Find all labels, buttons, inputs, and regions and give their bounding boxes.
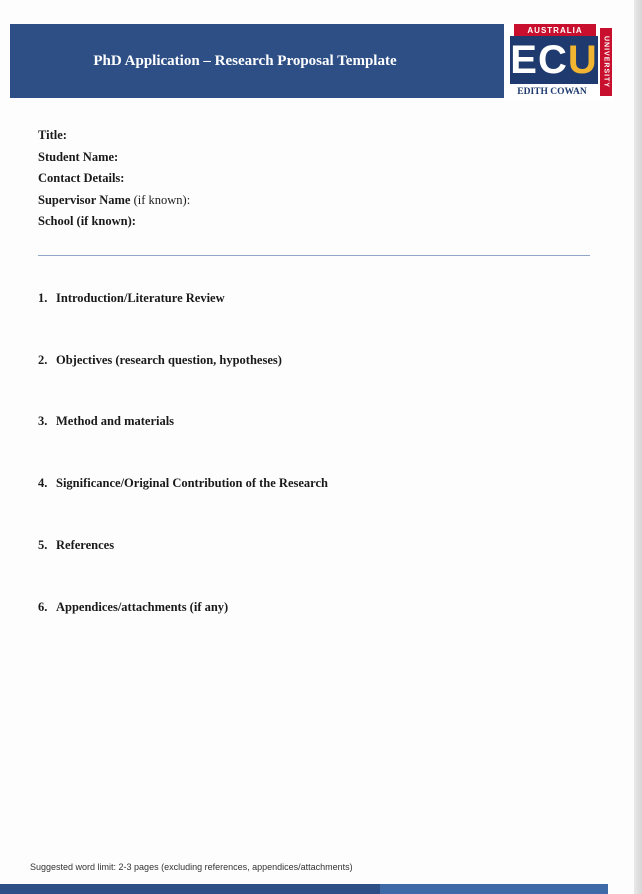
- section-objectives: [38, 353, 282, 368]
- section-heading: References: [56, 538, 115, 552]
- section-number: 4.: [38, 476, 48, 490]
- section-heading: Introduction/Literature Review: [56, 291, 225, 305]
- applicant-fields: [38, 128, 538, 236]
- section-heading: Objectives (research question, hypotheses): [56, 353, 282, 367]
- section-heading: Method and materials: [56, 414, 175, 428]
- logo-ecu-wordmark: [510, 36, 598, 84]
- field-label: Contact Details:: [38, 171, 125, 185]
- footer-band-accent: [380, 884, 608, 894]
- field-title: [38, 128, 538, 150]
- section-heading: Appendices/attachments (if any): [56, 600, 229, 614]
- section-appendices: [38, 600, 228, 615]
- section-heading: Significance/Original Contribution of the Research: [56, 476, 328, 490]
- section-significance: [38, 476, 328, 491]
- field-label: Student Name:: [38, 149, 119, 164]
- field-suffix: (if known):: [130, 192, 191, 207]
- logo-australia-label: AUSTRALIA: [514, 24, 596, 36]
- page-edge-shadow: [634, 0, 642, 894]
- logo-edith-cowan-label: EDITH COWAN: [517, 87, 587, 97]
- field-school: [38, 214, 538, 236]
- ecu-logo: [504, 24, 614, 100]
- section-number: 3.: [38, 414, 48, 428]
- section-number: 6.: [38, 600, 48, 614]
- logo-ec-letters: EC: [510, 38, 568, 82]
- field-label: School (if known):: [38, 214, 136, 228]
- logo-university-label: UNIVERSITY: [600, 28, 612, 96]
- section-number: 2.: [38, 353, 48, 367]
- section-divider: [38, 255, 590, 256]
- field-supervisor-name: [38, 193, 538, 215]
- section-number: 5.: [38, 538, 48, 552]
- field-student-name: [38, 150, 538, 172]
- field-contact-details: [38, 171, 538, 193]
- document-title: PhD Application – Research Proposal Template: [93, 52, 397, 69]
- section-references: [38, 538, 114, 553]
- field-label: Supervisor Name: [38, 192, 131, 207]
- section-method: [38, 414, 174, 429]
- word-limit-note: Suggested word limit: 2-3 pages (excluding references, appendices/attachments): [30, 862, 353, 872]
- section-number: 1.: [38, 291, 48, 305]
- section-introduction: [38, 291, 225, 306]
- logo-u-letter: U: [567, 38, 598, 82]
- field-label: Title:: [38, 128, 67, 142]
